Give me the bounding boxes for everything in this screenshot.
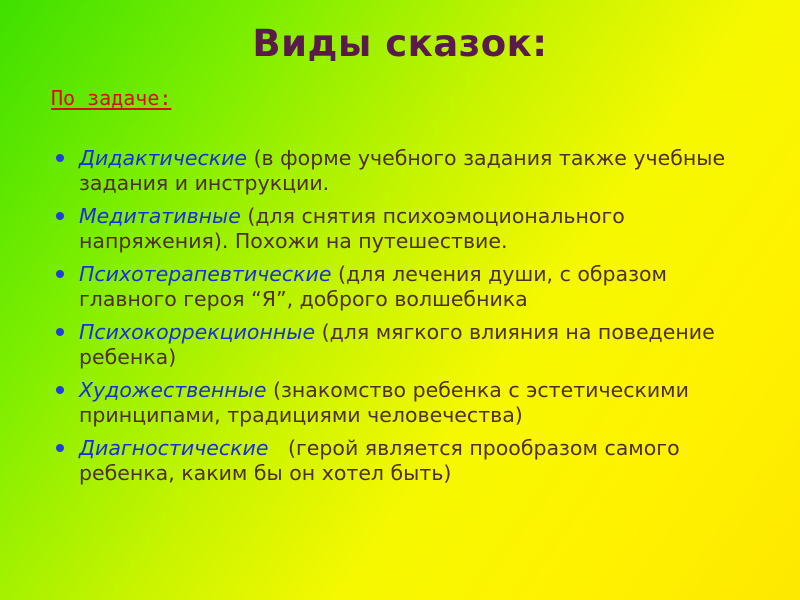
tale-types-list [52,146,752,494]
list-item-artistic [52,378,752,428]
item-description: (герой является прообразом самого ребенка, каким бы он хотел быть) [79,436,687,485]
bullet-icon [56,386,64,394]
bullet-icon [56,328,64,336]
list-item-psychotherapeutic [52,262,752,312]
bullet-icon [56,212,64,220]
item-term: Дидактические [79,146,248,170]
list-item-didactic [52,146,752,196]
item-term: Психотерапевтические [79,262,332,286]
list-item-psychocorrective [52,320,752,370]
slide-subtitle: По задаче: [51,86,172,110]
bullet-icon [56,154,64,162]
slide-title: Виды сказок: [252,22,548,65]
item-description: (для мягкого влияния на поведение ребенка) [79,320,715,369]
item-term: Психокоррекционные [79,320,316,344]
list-item-meditative [52,204,752,254]
item-description: (в форме учебного задания также учебные задания и инструкции. [79,146,726,195]
item-term: Диагностические [79,436,269,460]
item-term: Медитативные [79,204,241,228]
item-term: Художественные [79,378,267,402]
item-description: (для снятия психоэмоционального напряжения). Похожи на путешествие. [79,204,625,253]
item-description: (для лечения души, с образом главного героя “Я”, доброго волшебника [79,262,668,311]
list-item-diagnostic [52,436,752,486]
bullet-icon [56,444,64,452]
item-description: (знакомство ребенка с эстетическими принципами, традициями человечества) [79,378,689,427]
bullet-icon [56,270,64,278]
